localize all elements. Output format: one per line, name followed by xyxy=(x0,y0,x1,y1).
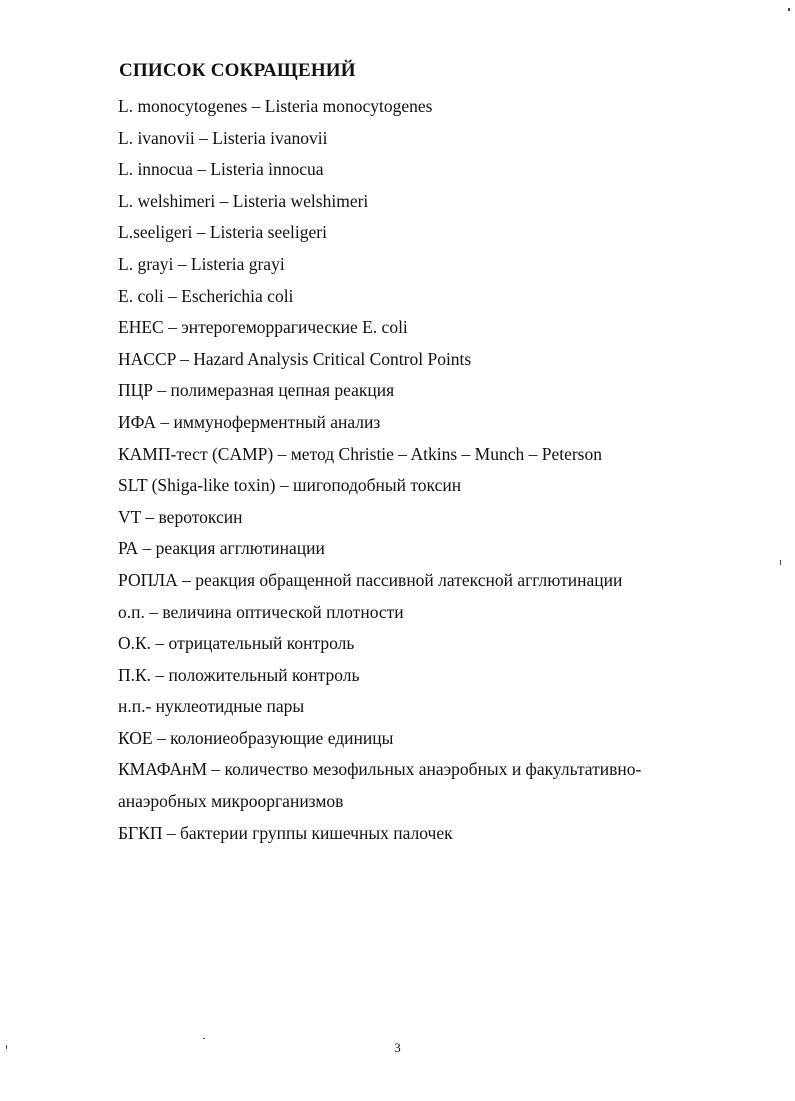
scan-speck xyxy=(203,1038,205,1039)
scan-speck xyxy=(780,560,781,565)
page-title: СПИСОК СОКРАЩЕНИЙ xyxy=(119,60,356,81)
abbreviation-entry: L. monocytogenes – Listeria monocytogenes xyxy=(118,96,433,116)
abbreviation-entry: О.К. – отрицательный контроль xyxy=(118,633,355,654)
abbreviation-entry: КОЕ – колониеобразующие единицы xyxy=(118,727,394,748)
abbreviation-entry: П.К. – положительный контроль xyxy=(118,664,360,685)
abbreviation-entry: L. grayi – Listeria grayi xyxy=(118,253,285,274)
scan-speck xyxy=(6,1045,7,1049)
page-number: 3 xyxy=(394,1040,401,1055)
abbreviation-entry: L.seeligeri – Listeria seeligeri xyxy=(118,222,327,243)
abbreviation-entry: ПЦР – полимеразная цепная реакция xyxy=(118,380,395,401)
abbreviation-entry: РОПЛА – реакция обращенной пассивной латексной агглютинации xyxy=(118,569,623,590)
abbreviation-entry: E. coli – Escherichia coli xyxy=(118,285,294,306)
abbreviation-entry: о.п. – величина оптической плотности xyxy=(118,601,404,622)
abbreviation-entry: н.п.- нуклеотидные пары xyxy=(118,696,305,717)
abbreviation-entry: БГКП – бактерии группы кишечных палочек xyxy=(118,822,453,843)
abbreviation-entry: L. innocua – Listeria innocua xyxy=(118,159,324,180)
abbreviation-entry: EHEC – энтерогеморрагические E. coli xyxy=(118,317,408,338)
abbreviation-entry: HACCP – Hazard Analysis Critical Control Points xyxy=(118,348,472,369)
abbreviation-entry: КМАФАнМ – количество мезофильных анаэробных и факультативно- xyxy=(118,759,642,780)
abbreviation-entry: SLT (Shiga-like toxin) – шигоподобный токсин xyxy=(118,475,462,496)
abbreviation-entry: L. welshimeri – Listeria welshimeri xyxy=(118,190,369,211)
abbreviation-entry: VT – веротоксин xyxy=(118,506,243,527)
abbreviation-list xyxy=(118,91,718,849)
abbreviation-entry: КАМП-тест (CAMP) – метод Christie – Atkins – Munch – Peterson xyxy=(118,443,602,464)
abbreviation-entry: РА – реакция агглютинации xyxy=(118,538,325,559)
abbreviation-entry: L. ivanovii – Listeria ivanovii xyxy=(118,127,328,148)
abbreviation-entry: ИФА – иммуноферментный анализ xyxy=(118,411,381,432)
abbreviation-entry-continuation: анаэробных микроорганизмов xyxy=(118,791,344,812)
scan-speck xyxy=(788,8,790,11)
